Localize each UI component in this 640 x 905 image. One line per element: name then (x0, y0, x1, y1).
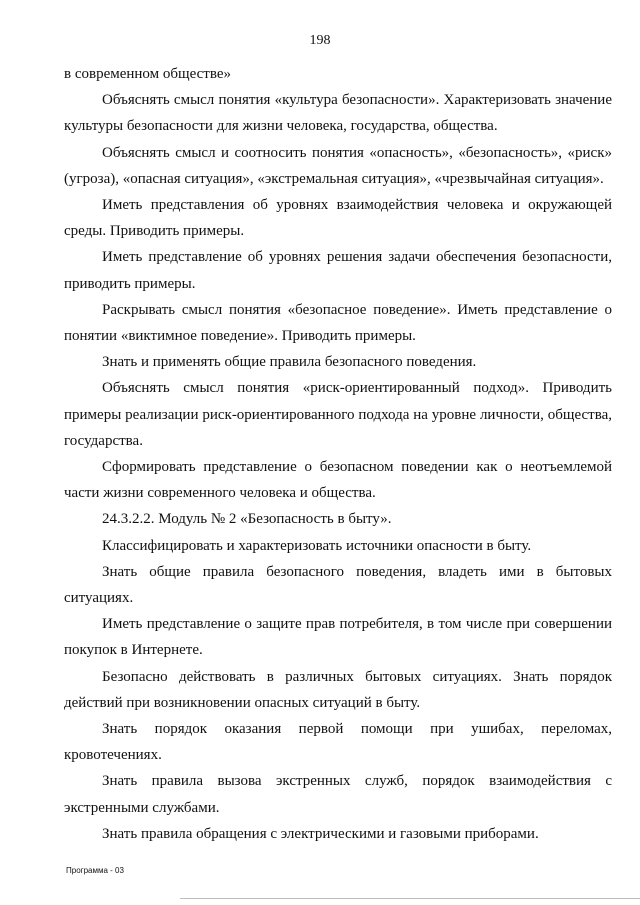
paragraph: Знать правила обращения с электрическими и газовыми приборами. (102, 825, 539, 842)
paragraph: Знать правила вызова экстренных служб, порядок взаимодействия с экстренными службами. (64, 773, 612, 816)
document-body (64, 61, 612, 847)
paragraph: в современном обществе» (64, 66, 231, 82)
footer-label: Программа - 03 (66, 866, 124, 875)
paragraph: Знать порядок оказания первой помощи при ушибах, переломах, кровотечениях. (64, 721, 612, 764)
footer-divider (180, 898, 640, 899)
paragraph: Сформировать представление о безопасном поведении как о неотъемлемой части жизни современного человека и общества. (64, 459, 612, 502)
paragraph: 24.3.2.2. Модуль № 2 «Безопасность в быту». (102, 511, 392, 528)
paragraph: Иметь представление об уровнях решения задачи обеспечения безопасности, приводить примеры. (64, 249, 612, 292)
paragraph: Объяснять смысл и соотносить понятия «опасность», «безопасность», «риск» (угроза), «опасная ситуация», «экстремальная ситуация», «чрезвычайная ситуация». (64, 144, 612, 187)
paragraph: Классифицировать и характеризовать источники опасности в быту. (102, 537, 532, 554)
paragraph: Иметь представление о защите прав потребителя, в том числе при совершении покупок в Интернете. (64, 616, 612, 659)
paragraph: Объяснять смысл понятия «риск-ориентированный подход». Приводить примеры реализации риск-ориентированного подхода на уровне личности, общества, государства. (64, 380, 612, 449)
paragraph: Знать и применять общие правила безопасного поведения. (102, 354, 477, 371)
paragraph: Знать общие правила безопасного поведения, владеть ими в бытовых ситуациях. (64, 563, 612, 607)
paragraph: Объяснять смысл понятия «культура безопасности». Характеризовать значение культуры безопасности для жизни человека, государства, общества. (64, 92, 612, 135)
paragraph: Раскрывать смысл понятия «безопасное поведение». Иметь представление о понятии «виктимное поведение». Приводить примеры. (64, 301, 612, 345)
paragraph: Иметь представления об уровнях взаимодействия человека и окружающей среды. Приводить примеры. (64, 197, 612, 240)
paragraph: Безопасно действовать в различных бытовых ситуациях. Знать порядок действий при возникновении опасных ситуаций в быту. (64, 668, 612, 711)
page-number: 198 (309, 33, 331, 48)
